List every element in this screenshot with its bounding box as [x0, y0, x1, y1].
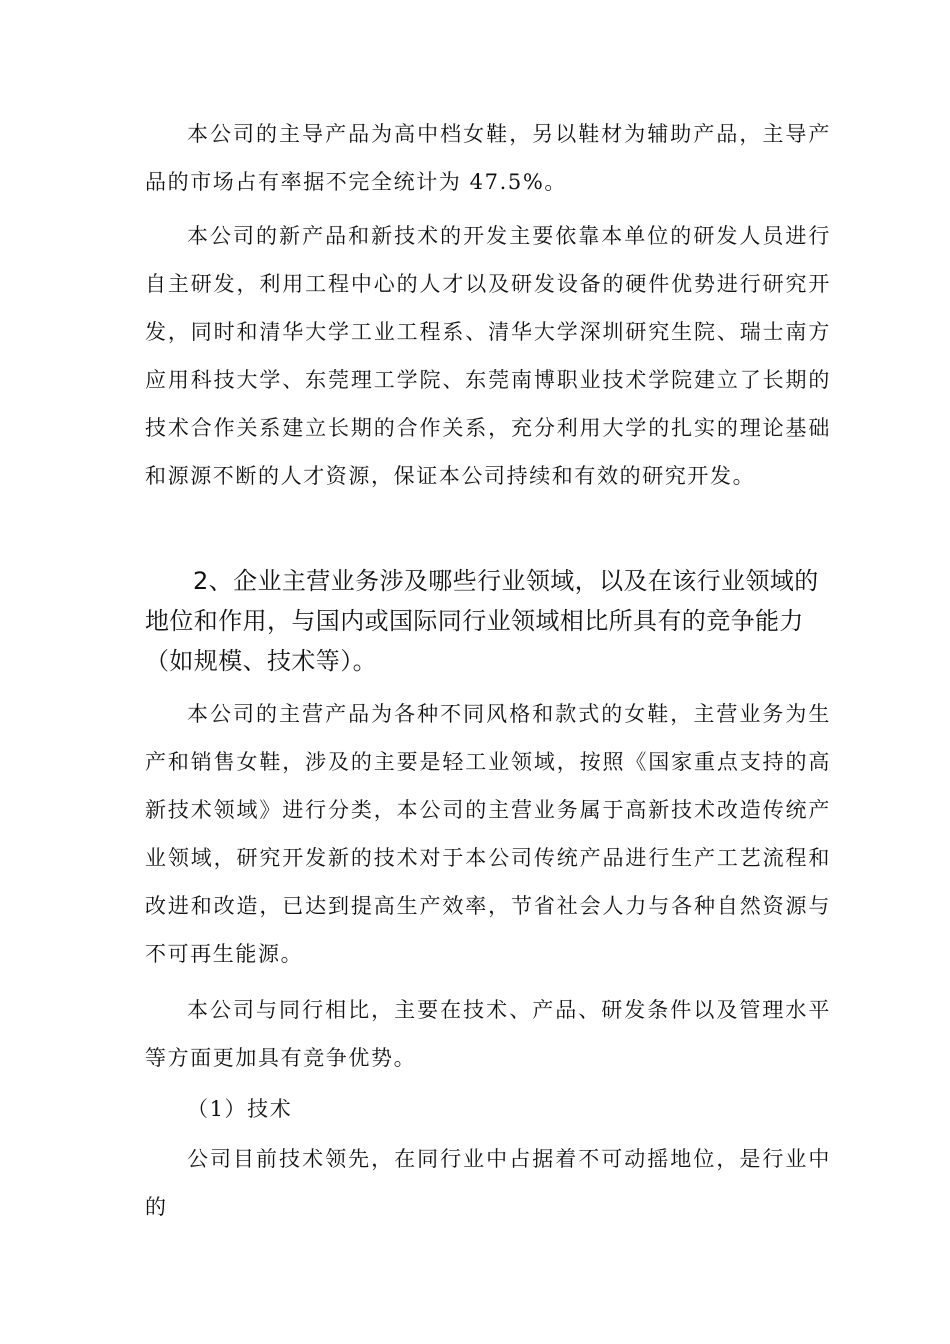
paragraph-main-products: 本公司的主导产品为高中档女鞋，另以鞋材为辅助产品，主导产品的市场占有率据不完全统计为 47.5%。 [145, 122, 831, 194]
paragraph-rnd: 本公司的新产品和新技术的开发主要依靠本单位的研发人员进行自主研发，利用工程中心的人才以及研发设备的硬件优势进行研究开发，同时和清华大学工业工程系、清华大学深圳研究生院、瑞士南方应用科技大学、东莞理工学院、东莞南博职业技术学院建立了长期的技术合作关系建立长期的合作关系，充分利用大学的扎实的理论基础和源源不断的人才资源，保证本公司持续和有效的研究开发。 [145, 224, 831, 488]
paragraph-technology: 公司目前技术领先，在同行业中占据着不可动摇地位，是行业中的 [145, 1147, 831, 1219]
paragraph-main-business: 本公司的主营产品为各种不同风格和款式的女鞋，主营业务为生产和销售女鞋，涉及的主要是轻工业领域，按照《国家重点支持的高新技术领域》进行分类，本公司的主营业务属于高新技术改造传统产业领域，研究开发新的技术对于本公司传统产品进行生产工艺流程和改进和改造，已达到提高生产效率，节省社会人力与各种自然资源与不可再生能源。 [145, 702, 831, 966]
section-heading-2: 2、企业主营业务涉及哪些行业领域，以及在该行业领域的地位和作用，与国内或国际同行业领域相比所具有的竞争能力（如规模、技术等）。 [145, 567, 819, 675]
paragraph-competitive-advantage: 本公司与同行相比，主要在技术、产品、研发条件以及管理水平等方面更加具有竞争优势。 [145, 998, 831, 1070]
subheading-technology: （1）技术 [187, 1097, 293, 1121]
